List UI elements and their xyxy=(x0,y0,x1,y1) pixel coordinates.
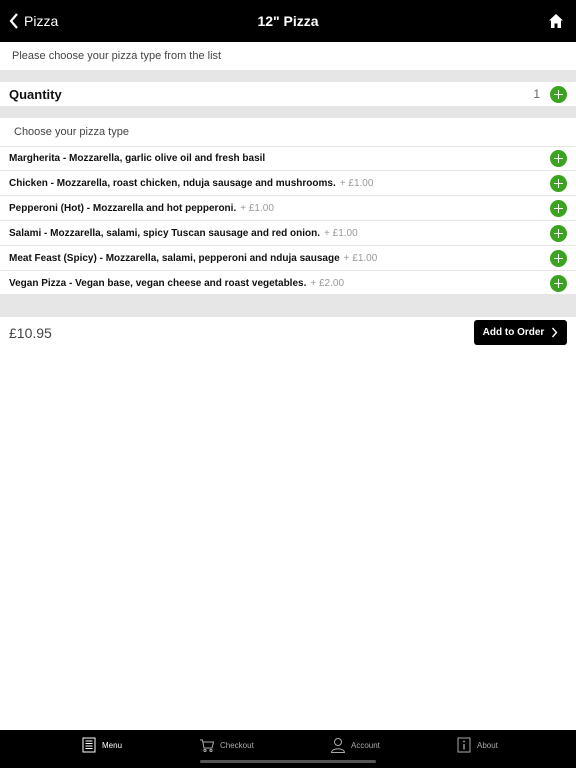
option-name: Pepperoni (Hot) - Mozzarella and hot pepperoni. xyxy=(9,202,237,214)
home-icon[interactable] xyxy=(548,13,564,29)
home-indicator xyxy=(200,760,376,763)
tab-label: About xyxy=(477,740,498,750)
section-divider xyxy=(0,106,576,118)
tab-menu[interactable] xyxy=(81,736,122,754)
chevron-right-icon xyxy=(551,327,558,338)
choose-type-heading: Choose your pizza type xyxy=(0,118,576,147)
page-title: 12" Pizza xyxy=(257,13,319,29)
pizza-options-list xyxy=(0,146,576,296)
tab-about[interactable] xyxy=(456,736,498,754)
add-to-order-label: Add to Order xyxy=(482,327,545,338)
add-option-button[interactable] xyxy=(550,225,567,242)
option-price: + £1.00 xyxy=(339,177,374,189)
section-divider xyxy=(0,294,576,317)
quantity-row xyxy=(0,82,576,106)
cart-icon xyxy=(199,737,215,753)
pizza-option-meat-feast[interactable] xyxy=(0,246,576,271)
bottom-tab-bar xyxy=(0,730,576,768)
instruction-text: Please choose your pizza type from the list xyxy=(12,50,222,62)
option-name: Salami - Mozzarella, salami, spicy Tuscan sausage and red onion. xyxy=(9,227,321,239)
pizza-option-pepperoni[interactable] xyxy=(0,196,576,221)
pizza-option-chicken[interactable] xyxy=(0,171,576,196)
option-name: Margherita - Mozzarella, garlic olive oil and fresh basil xyxy=(9,152,266,164)
pizza-option-salami[interactable] xyxy=(0,221,576,246)
quantity-label: Quantity xyxy=(9,86,62,102)
pizza-option-margherita[interactable] xyxy=(0,146,576,171)
add-option-button[interactable] xyxy=(550,275,567,292)
order-total: £10.95 xyxy=(9,325,52,341)
tab-label: Checkout xyxy=(220,740,254,750)
add-option-button[interactable] xyxy=(550,150,567,167)
top-bar xyxy=(0,0,576,42)
add-option-button[interactable] xyxy=(550,250,567,267)
person-icon xyxy=(330,737,346,753)
add-option-button[interactable] xyxy=(550,200,567,217)
add-option-button[interactable] xyxy=(550,175,567,192)
option-price: + £1.00 xyxy=(343,252,378,264)
increase-quantity-button[interactable] xyxy=(550,86,567,103)
tab-checkout[interactable] xyxy=(199,736,254,754)
info-icon xyxy=(456,737,472,753)
option-price: + £1.00 xyxy=(240,202,274,214)
pizza-option-vegan[interactable] xyxy=(0,271,576,296)
tab-account[interactable] xyxy=(330,736,380,754)
tab-label: Menu xyxy=(102,740,123,750)
add-to-order-button[interactable] xyxy=(474,320,567,345)
tab-label: Account xyxy=(351,740,380,750)
back-button[interactable] xyxy=(8,0,58,42)
section-divider xyxy=(0,70,576,82)
option-price: + £1.00 xyxy=(324,227,358,239)
quantity-value: 1 xyxy=(533,87,540,101)
menu-book-icon xyxy=(81,737,97,753)
back-label: Pizza xyxy=(24,13,59,29)
option-price: + £2.00 xyxy=(310,277,345,289)
option-name: Meat Feast (Spicy) - Mozzarella, salami, pepperoni and nduja sausage xyxy=(9,252,340,264)
option-name: Vegan Pizza - Vegan base, vegan cheese and roast vegetables. xyxy=(9,277,307,289)
option-name: Chicken - Mozzarella, roast chicken, nduja sausage and mushrooms. xyxy=(9,177,336,189)
order-footer xyxy=(0,317,576,351)
chevron-left-icon xyxy=(8,12,20,30)
